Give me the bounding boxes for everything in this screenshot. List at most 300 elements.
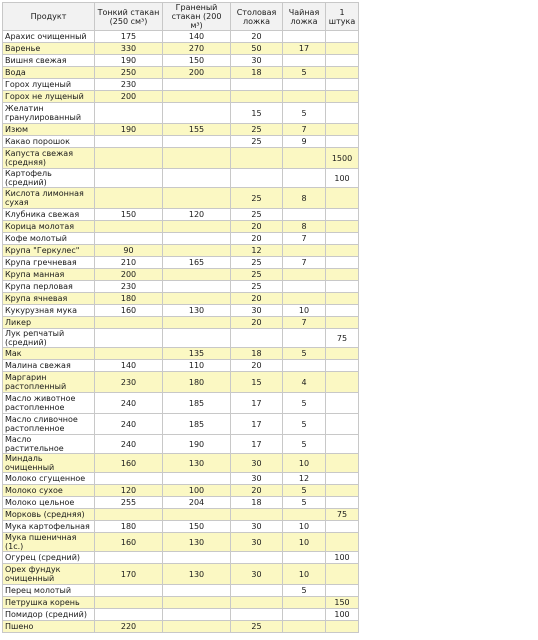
cell-tablespoon: 12 — [231, 245, 283, 257]
table-row — [3, 329, 359, 348]
cell-teaspoon: 10 — [283, 521, 326, 533]
cell-name: Морковь (средняя) — [3, 509, 95, 521]
cell-faceted-glass — [163, 281, 231, 293]
cell-tablespoon — [231, 509, 283, 521]
table-row — [3, 473, 359, 485]
cell-teaspoon: 5 — [283, 393, 326, 414]
cell-tablespoon: 25 — [231, 281, 283, 293]
cell-tablespoon: 30 — [231, 533, 283, 552]
cell-one-piece: 150 — [326, 597, 359, 609]
cell-one-piece — [326, 269, 359, 281]
cell-teaspoon — [283, 55, 326, 67]
cell-tablespoon: 20 — [231, 31, 283, 43]
table-row — [3, 521, 359, 533]
cell-tablespoon: 15 — [231, 372, 283, 393]
table-row — [3, 136, 359, 148]
cell-name: Арахис очищенный — [3, 31, 95, 43]
cell-faceted-glass — [163, 609, 231, 621]
cell-faceted-glass — [163, 91, 231, 103]
cell-faceted-glass: 140 — [163, 31, 231, 43]
cell-name: Молоко цельное — [3, 497, 95, 509]
table-row — [3, 393, 359, 414]
cell-one-piece — [326, 257, 359, 269]
cell-faceted-glass — [163, 148, 231, 169]
table-row — [3, 552, 359, 564]
cell-name: Лук репчатый (средний) — [3, 329, 95, 348]
header-row — [3, 3, 359, 31]
cell-faceted-glass — [163, 621, 231, 633]
cell-name: Крупа "Геркулес" — [3, 245, 95, 257]
cell-name: Вишня свежая — [3, 55, 95, 67]
cell-teaspoon: 10 — [283, 454, 326, 473]
cell-name: Крупа манная — [3, 269, 95, 281]
header-faceted-glass: Граненый стакан (200 м³) — [163, 3, 231, 31]
cell-name: Ликер — [3, 317, 95, 329]
cell-tablespoon: 20 — [231, 360, 283, 372]
cell-faceted-glass — [163, 233, 231, 245]
cell-tablespoon — [231, 597, 283, 609]
cell-thin-glass — [95, 233, 163, 245]
cell-thin-glass — [95, 169, 163, 188]
table-row — [3, 103, 359, 124]
cell-teaspoon — [283, 148, 326, 169]
table-row — [3, 43, 359, 55]
cell-name: Вода — [3, 67, 95, 79]
cell-name: Крупа гречневая — [3, 257, 95, 269]
cell-teaspoon — [283, 329, 326, 348]
cell-thin-glass: 220 — [95, 621, 163, 633]
cell-name: Крупа перловая — [3, 281, 95, 293]
cell-teaspoon: 5 — [283, 497, 326, 509]
cell-faceted-glass — [163, 136, 231, 148]
cell-faceted-glass: 270 — [163, 43, 231, 55]
cell-teaspoon: 17 — [283, 43, 326, 55]
table-row — [3, 281, 359, 293]
cell-thin-glass: 240 — [95, 414, 163, 435]
cell-faceted-glass: 204 — [163, 497, 231, 509]
cell-tablespoon: 25 — [231, 257, 283, 269]
cell-thin-glass — [95, 473, 163, 485]
cell-one-piece — [326, 533, 359, 552]
cell-tablespoon: 17 — [231, 393, 283, 414]
cell-tablespoon: 17 — [231, 414, 283, 435]
cell-tablespoon — [231, 585, 283, 597]
cell-teaspoon: 7 — [283, 124, 326, 136]
cell-tablespoon: 50 — [231, 43, 283, 55]
cell-teaspoon: 5 — [283, 103, 326, 124]
cell-teaspoon: 5 — [283, 435, 326, 454]
cell-one-piece — [326, 305, 359, 317]
table-row — [3, 372, 359, 393]
table-row — [3, 435, 359, 454]
table-row — [3, 497, 359, 509]
cell-teaspoon — [283, 597, 326, 609]
cell-one-piece — [326, 124, 359, 136]
table-row — [3, 485, 359, 497]
cell-teaspoon — [283, 91, 326, 103]
cell-tablespoon: 20 — [231, 221, 283, 233]
table-row — [3, 188, 359, 209]
cell-teaspoon: 10 — [283, 564, 326, 585]
table-row — [3, 269, 359, 281]
cell-teaspoon: 8 — [283, 221, 326, 233]
cell-tablespoon: 25 — [231, 124, 283, 136]
cell-tablespoon: 25 — [231, 188, 283, 209]
cell-one-piece — [326, 91, 359, 103]
cell-thin-glass: 190 — [95, 55, 163, 67]
cell-faceted-glass — [163, 552, 231, 564]
cell-tablespoon — [231, 91, 283, 103]
table-row — [3, 414, 359, 435]
cell-faceted-glass — [163, 329, 231, 348]
cell-one-piece — [326, 473, 359, 485]
cell-teaspoon: 7 — [283, 233, 326, 245]
cell-name: Картофель (средний) — [3, 169, 95, 188]
cell-teaspoon: 12 — [283, 473, 326, 485]
table-row — [3, 348, 359, 360]
cell-one-piece — [326, 67, 359, 79]
cell-tablespoon — [231, 552, 283, 564]
table-row — [3, 597, 359, 609]
cell-name: Крупа ячневая — [3, 293, 95, 305]
cell-thin-glass: 240 — [95, 393, 163, 414]
cell-faceted-glass: 150 — [163, 55, 231, 67]
cell-teaspoon — [283, 552, 326, 564]
cell-name: Огурец (средний) — [3, 552, 95, 564]
cell-faceted-glass: 150 — [163, 521, 231, 533]
cell-faceted-glass — [163, 169, 231, 188]
cell-name: Перец молотый — [3, 585, 95, 597]
cell-faceted-glass — [163, 317, 231, 329]
table-row — [3, 564, 359, 585]
cell-tablespoon: 20 — [231, 485, 283, 497]
cell-tablespoon: 25 — [231, 621, 283, 633]
cell-faceted-glass: 130 — [163, 454, 231, 473]
table-row — [3, 533, 359, 552]
cell-teaspoon: 5 — [283, 414, 326, 435]
cell-faceted-glass: 180 — [163, 372, 231, 393]
cell-thin-glass — [95, 585, 163, 597]
cell-faceted-glass: 190 — [163, 435, 231, 454]
cell-one-piece — [326, 414, 359, 435]
header-thin-glass: Тонкий стакан (250 см³) — [95, 3, 163, 31]
cell-one-piece: 1500 — [326, 148, 359, 169]
cell-one-piece — [326, 245, 359, 257]
cell-thin-glass: 160 — [95, 305, 163, 317]
cell-faceted-glass — [163, 509, 231, 521]
cell-one-piece — [326, 393, 359, 414]
cell-name: Варенье — [3, 43, 95, 55]
cell-thin-glass: 190 — [95, 124, 163, 136]
cell-one-piece — [326, 521, 359, 533]
cell-one-piece — [326, 293, 359, 305]
table-row — [3, 67, 359, 79]
cell-tablespoon — [231, 148, 283, 169]
cell-faceted-glass — [163, 245, 231, 257]
cell-name: Капуста свежая (средняя) — [3, 148, 95, 169]
cell-one-piece — [326, 233, 359, 245]
cell-tablespoon: 25 — [231, 269, 283, 281]
cell-faceted-glass: 185 — [163, 414, 231, 435]
cell-thin-glass: 180 — [95, 293, 163, 305]
cell-thin-glass: 230 — [95, 372, 163, 393]
cell-faceted-glass: 120 — [163, 209, 231, 221]
cell-tablespoon — [231, 329, 283, 348]
table-row — [3, 509, 359, 521]
cell-teaspoon: 5 — [283, 585, 326, 597]
table-row — [3, 148, 359, 169]
cell-name: Мак — [3, 348, 95, 360]
cell-teaspoon — [283, 169, 326, 188]
cell-teaspoon: 5 — [283, 67, 326, 79]
cell-one-piece: 100 — [326, 552, 359, 564]
table-row — [3, 454, 359, 473]
cell-thin-glass: 330 — [95, 43, 163, 55]
cell-faceted-glass — [163, 188, 231, 209]
cell-faceted-glass — [163, 293, 231, 305]
header-product: Продукт — [3, 3, 95, 31]
cell-one-piece — [326, 360, 359, 372]
cell-thin-glass — [95, 148, 163, 169]
cell-tablespoon: 20 — [231, 293, 283, 305]
table-row — [3, 31, 359, 43]
cell-teaspoon — [283, 360, 326, 372]
cell-one-piece — [326, 317, 359, 329]
cell-thin-glass — [95, 609, 163, 621]
cell-name: Пшено — [3, 621, 95, 633]
cell-faceted-glass: 130 — [163, 564, 231, 585]
cell-thin-glass — [95, 221, 163, 233]
cell-tablespoon: 30 — [231, 564, 283, 585]
table-row — [3, 221, 359, 233]
cell-name: Кукурузная мука — [3, 305, 95, 317]
cell-name: Желатин гранулированный — [3, 103, 95, 124]
cell-faceted-glass — [163, 597, 231, 609]
cell-one-piece — [326, 221, 359, 233]
cell-tablespoon — [231, 79, 283, 91]
cell-teaspoon — [283, 509, 326, 521]
cell-name: Масло растительное — [3, 435, 95, 454]
cell-tablespoon: 30 — [231, 55, 283, 67]
cell-thin-glass: 170 — [95, 564, 163, 585]
cell-name: Мука картофельная — [3, 521, 95, 533]
cell-faceted-glass — [163, 269, 231, 281]
header-teaspoon: Чайная ложка — [283, 3, 326, 31]
cell-tablespoon: 18 — [231, 497, 283, 509]
table-row — [3, 91, 359, 103]
cell-faceted-glass: 100 — [163, 485, 231, 497]
cell-teaspoon: 9 — [283, 136, 326, 148]
cell-name: Малина свежая — [3, 360, 95, 372]
cell-one-piece — [326, 103, 359, 124]
cell-thin-glass: 200 — [95, 269, 163, 281]
cell-faceted-glass — [163, 103, 231, 124]
cell-thin-glass — [95, 103, 163, 124]
cell-teaspoon: 4 — [283, 372, 326, 393]
table-row — [3, 169, 359, 188]
cell-teaspoon — [283, 621, 326, 633]
cell-thin-glass: 255 — [95, 497, 163, 509]
cell-thin-glass — [95, 597, 163, 609]
table-row — [3, 245, 359, 257]
cell-name: Изюм — [3, 124, 95, 136]
cell-thin-glass: 200 — [95, 91, 163, 103]
cell-name: Молоко сгущенное — [3, 473, 95, 485]
cell-name: Мука пшеничная (1с.) — [3, 533, 95, 552]
cell-faceted-glass: 200 — [163, 67, 231, 79]
cell-one-piece — [326, 43, 359, 55]
cell-tablespoon: 30 — [231, 473, 283, 485]
cell-thin-glass: 90 — [95, 245, 163, 257]
cell-tablespoon: 18 — [231, 348, 283, 360]
cell-faceted-glass: 165 — [163, 257, 231, 269]
cell-tablespoon: 30 — [231, 521, 283, 533]
cell-name: Орех фундук очищенный — [3, 564, 95, 585]
cell-teaspoon: 10 — [283, 533, 326, 552]
table-body — [3, 31, 359, 633]
table-row — [3, 621, 359, 633]
cell-teaspoon: 7 — [283, 317, 326, 329]
cell-thin-glass: 180 — [95, 521, 163, 533]
cell-thin-glass: 140 — [95, 360, 163, 372]
table-row — [3, 317, 359, 329]
cell-tablespoon: 20 — [231, 233, 283, 245]
cell-one-piece — [326, 435, 359, 454]
cell-thin-glass: 150 — [95, 209, 163, 221]
cell-tablespoon — [231, 169, 283, 188]
cell-faceted-glass — [163, 221, 231, 233]
cell-teaspoon: 5 — [283, 348, 326, 360]
cell-thin-glass: 230 — [95, 281, 163, 293]
cell-thin-glass — [95, 348, 163, 360]
cell-one-piece — [326, 564, 359, 585]
cell-faceted-glass — [163, 79, 231, 91]
cell-name: Помидор (средний) — [3, 609, 95, 621]
cell-teaspoon — [283, 609, 326, 621]
cell-one-piece: 100 — [326, 169, 359, 188]
table-row — [3, 360, 359, 372]
cell-one-piece — [326, 136, 359, 148]
cell-tablespoon: 30 — [231, 454, 283, 473]
cell-name: Масло животное растопленное — [3, 393, 95, 414]
cell-tablespoon: 18 — [231, 67, 283, 79]
cell-name: Какао порошок — [3, 136, 95, 148]
cell-teaspoon: 5 — [283, 485, 326, 497]
cell-name: Масло сливочное растопленное — [3, 414, 95, 435]
cell-faceted-glass: 130 — [163, 533, 231, 552]
cell-thin-glass — [95, 188, 163, 209]
table-row — [3, 79, 359, 91]
cell-one-piece — [326, 281, 359, 293]
cell-thin-glass — [95, 329, 163, 348]
table-row — [3, 609, 359, 621]
cell-faceted-glass: 155 — [163, 124, 231, 136]
cell-tablespoon: 25 — [231, 136, 283, 148]
cell-thin-glass — [95, 317, 163, 329]
cell-teaspoon — [283, 79, 326, 91]
cell-faceted-glass: 130 — [163, 305, 231, 317]
cell-name: Молоко сухое — [3, 485, 95, 497]
table-row — [3, 257, 359, 269]
table-row — [3, 293, 359, 305]
table-row — [3, 585, 359, 597]
cell-thin-glass: 120 — [95, 485, 163, 497]
cell-thin-glass — [95, 509, 163, 521]
cell-thin-glass — [95, 136, 163, 148]
cell-tablespoon: 30 — [231, 305, 283, 317]
cell-tablespoon: 25 — [231, 209, 283, 221]
cell-one-piece — [326, 454, 359, 473]
cell-faceted-glass — [163, 473, 231, 485]
cell-one-piece — [326, 348, 359, 360]
table-row — [3, 55, 359, 67]
cell-one-piece — [326, 497, 359, 509]
cell-name: Миндаль очищенный — [3, 454, 95, 473]
cell-name: Маргарин растопленный — [3, 372, 95, 393]
cell-name: Кофе молотый — [3, 233, 95, 245]
cell-one-piece: 75 — [326, 329, 359, 348]
cell-one-piece — [326, 485, 359, 497]
cell-faceted-glass: 110 — [163, 360, 231, 372]
cell-one-piece — [326, 79, 359, 91]
cell-thin-glass: 230 — [95, 79, 163, 91]
cell-thin-glass: 160 — [95, 454, 163, 473]
cell-name: Горох лущеный — [3, 79, 95, 91]
table-row — [3, 124, 359, 136]
header-one-piece: 1 штука — [326, 3, 359, 31]
cell-thin-glass — [95, 552, 163, 564]
cell-one-piece — [326, 585, 359, 597]
cell-name: Корица молотая — [3, 221, 95, 233]
cell-faceted-glass — [163, 585, 231, 597]
cell-thin-glass: 210 — [95, 257, 163, 269]
cell-thin-glass: 250 — [95, 67, 163, 79]
cell-name: Горох не лущеный — [3, 91, 95, 103]
cell-teaspoon — [283, 245, 326, 257]
table-row — [3, 233, 359, 245]
cell-teaspoon — [283, 31, 326, 43]
cell-one-piece: 75 — [326, 509, 359, 521]
cell-name: Клубника свежая — [3, 209, 95, 221]
measures-table — [2, 2, 359, 633]
cell-tablespoon: 15 — [231, 103, 283, 124]
cell-name: Кислота лимонная сухая — [3, 188, 95, 209]
table-row — [3, 305, 359, 317]
cell-one-piece — [326, 31, 359, 43]
cell-one-piece: 100 — [326, 609, 359, 621]
cell-tablespoon: 17 — [231, 435, 283, 454]
cell-name: Петрушка корень — [3, 597, 95, 609]
cell-one-piece — [326, 55, 359, 67]
cell-teaspoon — [283, 281, 326, 293]
cell-teaspoon: 8 — [283, 188, 326, 209]
cell-tablespoon: 20 — [231, 317, 283, 329]
cell-one-piece — [326, 188, 359, 209]
cell-tablespoon — [231, 609, 283, 621]
cell-thin-glass: 160 — [95, 533, 163, 552]
header-tablespoon: Столовая ложка — [231, 3, 283, 31]
cell-teaspoon: 10 — [283, 305, 326, 317]
cell-one-piece — [326, 209, 359, 221]
cell-teaspoon — [283, 293, 326, 305]
cell-thin-glass: 240 — [95, 435, 163, 454]
cell-teaspoon: 7 — [283, 257, 326, 269]
cell-teaspoon — [283, 209, 326, 221]
cell-teaspoon — [283, 269, 326, 281]
cell-faceted-glass: 185 — [163, 393, 231, 414]
cell-thin-glass: 175 — [95, 31, 163, 43]
table-row — [3, 209, 359, 221]
